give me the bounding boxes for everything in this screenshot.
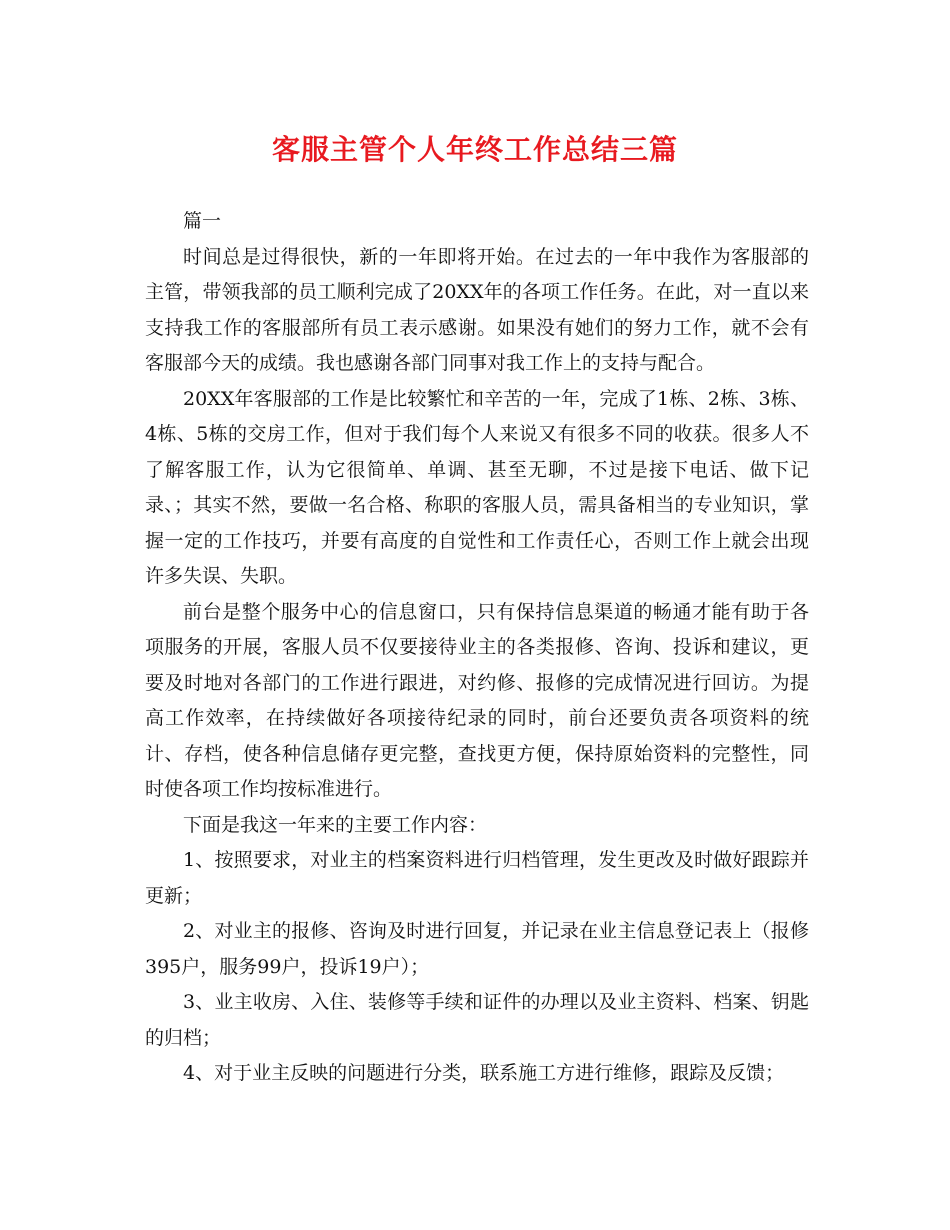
paragraph: 前台是整个服务中心的信息窗口，只有保持信息渠道的畅通才能有助于各项服务的开展，客服人员不仅要接待业主的各类报修、咨询、投诉和建议，更要及时地对各部门的工作进行跟进，对约修、报修的完成情况进行回访。为提高工作效率，在持续做好各项接待纪录的同时，前台还要负责各项资料的统计、存档，使各种信息储存更完整，查找更方便，保持原始资料的完整性，同时使各项工作均按标准进行。 <box>145 600 809 800</box>
list-item: 1、按照要求，对业主的档案资料进行归档管理，发生更改及时做好跟踪并更新； <box>145 849 809 907</box>
paragraph: 时间总是过得很快，新的一年即将开始。在过去的一年中我作为客服部的主管，带领我部的员工顺利完成了20XX年的各项工作任务。在此，对一直以来支持我工作的客服部所有员工表示感谢。如果没有她们的努力工作，就不会有客服部今天的成绩。我也感谢各部门同事对我工作上的支持与配合。 <box>145 245 809 374</box>
list-item: 3、业主收房、入住、装修等手续和证件的办理以及业主资料、档案、钥匙的归档； <box>145 991 809 1049</box>
section-heading: 篇一 <box>183 210 222 232</box>
document-body <box>145 204 809 1092</box>
paragraph: 20XX年客服部的工作是比较繁忙和辛苦的一年，完成了1栋、2栋、3栋、4栋、5栋的交房工作，但对于我们每个人来说又有很多不同的收获。很多人不了解客服工作，认为它很简单、单调、甚至无聊，不过是接下电话、做下记录、；其实不然，要做一名合格、称职的客服人员，需具备相当的专业知识，掌握一定的工作技巧，并要有高度的自觉性和工作责任心，否则工作上就会出现许多失误、失职。 <box>145 387 809 587</box>
list-item: 4、对于业主反映的问题进行分类，联系施工方进行维修，跟踪及反馈； <box>183 1062 785 1084</box>
paragraph: 下面是我这一年来的主要工作内容： <box>183 813 488 836</box>
document-title: 客服主管个人年终工作总结三篇 <box>271 133 678 166</box>
list-item: 2、对业主的报修、咨询及时进行回复，并记录在业主信息登记表上（报修395户，服务99户，投诉19户）； <box>145 920 809 978</box>
